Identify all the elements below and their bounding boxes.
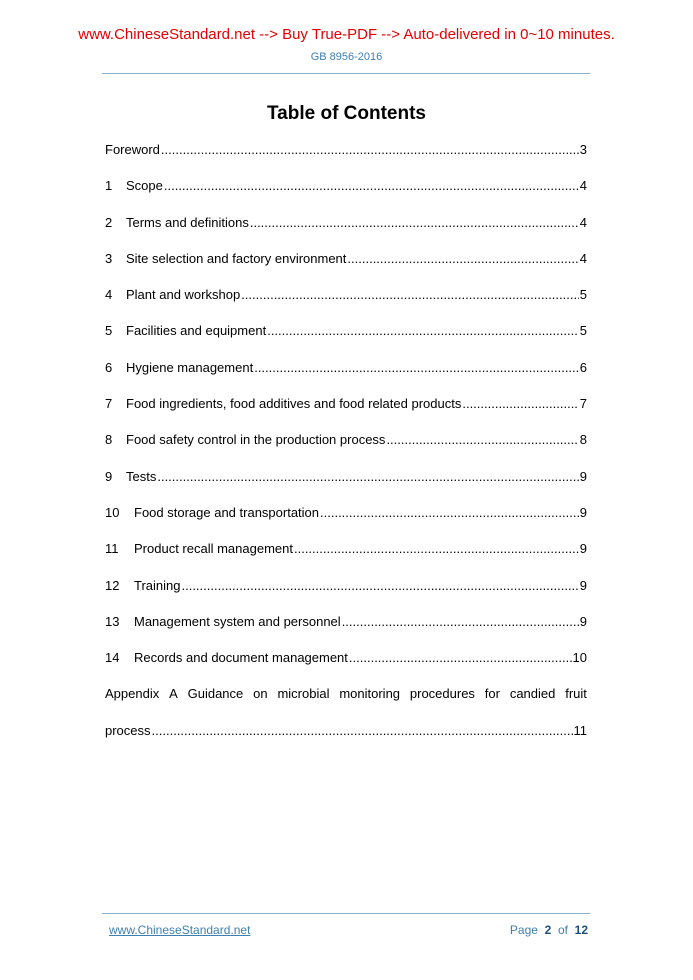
toc-entry-number: 1 <box>105 178 113 194</box>
toc-dot-leader <box>181 576 578 596</box>
toc-entry-page: 6 <box>579 359 587 375</box>
toc-entry-title: Food ingredients, food additives and food related products <box>126 396 462 412</box>
toc-entry[interactable] <box>105 285 587 321</box>
toc-entry-title: Food safety control in the production process <box>126 432 386 448</box>
toc-entry[interactable] <box>105 394 587 430</box>
toc-entry-title: Hygiene management <box>126 359 254 375</box>
toc-entry-number: 7 <box>105 396 113 412</box>
toc-entry-number: 4 <box>105 287 113 303</box>
toc-entry[interactable] <box>105 430 587 466</box>
toc-entry-title: Records and document management <box>134 650 348 666</box>
toc-entry-number: 3 <box>105 250 113 266</box>
toc-entry-title: Scope <box>126 178 163 194</box>
toc-dot-leader <box>254 358 579 378</box>
toc-entry-title: Plant and workshop <box>126 287 241 303</box>
toc-dot-leader <box>386 430 578 450</box>
toc-entry-title: Site selection and factory environment <box>126 250 347 266</box>
toc-dot-leader <box>250 213 579 233</box>
toc-entry-title: Training <box>134 577 181 593</box>
toc-appendix-title-line2: process <box>105 722 151 738</box>
toc-dot-leader <box>267 321 579 341</box>
standard-number: GB 8956-2016 <box>310 51 383 63</box>
toc-entry-number: 13 <box>105 613 120 629</box>
toc-dot-leader <box>241 285 579 305</box>
toc-entry-title: Facilities and equipment <box>126 323 267 339</box>
toc-entry-page: 10 <box>572 650 587 666</box>
footer-divider <box>102 913 590 914</box>
page-of: of <box>557 923 568 937</box>
toc-entry[interactable] <box>105 576 587 612</box>
toc-entry-page: 4 <box>579 250 587 266</box>
footer-website-link[interactable]: www.ChineseStandard.net <box>109 923 251 937</box>
toc-entry-number: 10 <box>105 504 120 520</box>
toc-dot-leader <box>462 394 578 414</box>
toc-entry-page: 9 <box>579 541 587 557</box>
toc-entry-title: Product recall management <box>134 541 293 557</box>
toc-entry-page: 3 <box>579 142 587 157</box>
toc-entry-page: 5 <box>579 323 587 339</box>
page-indicator <box>510 923 588 937</box>
page-total: 12 <box>574 923 588 937</box>
toc-entry[interactable] <box>105 176 587 212</box>
toc-entry[interactable] <box>105 467 587 503</box>
toc-entry[interactable] <box>105 213 587 249</box>
toc-entry[interactable] <box>105 358 587 394</box>
page-label: Page <box>509 923 538 937</box>
toc-entry-title: Management system and personnel <box>134 613 341 629</box>
toc-entry-page: 9 <box>579 577 587 593</box>
page-title: Table of Contents <box>266 103 427 124</box>
toc-entry-page: 9 <box>579 613 587 629</box>
toc-entry-title: Foreword <box>105 142 160 157</box>
toc-entry-number: 2 <box>105 214 113 230</box>
toc-entry-number: 8 <box>105 432 113 448</box>
toc-entry-page: 8 <box>579 432 587 448</box>
top-banner[interactable]: www.ChineseStandard.net --> Buy True-PDF --> Auto-delivered in 0~10 minutes. <box>78 26 615 43</box>
toc-dot-leader <box>152 721 573 741</box>
toc-entry-page: 4 <box>579 178 587 194</box>
toc-entry-number: 9 <box>105 468 113 484</box>
toc-dot-leader <box>320 503 579 523</box>
toc-appendix-title-line1[interactable]: Appendix A Guidance on microbial monitoring procedures for candied fruit <box>105 686 587 702</box>
toc-entry-page: 9 <box>579 504 587 520</box>
toc-dot-leader <box>164 176 579 196</box>
toc-entry-page: 9 <box>579 468 587 484</box>
toc-entry-page: 7 <box>579 396 587 412</box>
toc-entry-number: 12 <box>105 577 120 593</box>
toc-entry-title: Tests <box>126 468 157 484</box>
toc-entry[interactable] <box>105 612 587 648</box>
toc-dot-leader <box>294 539 579 559</box>
page-current: 2 <box>544 923 552 937</box>
toc-entry-page: 5 <box>579 287 587 303</box>
toc-entry[interactable] <box>105 503 587 539</box>
table-of-contents <box>105 140 587 757</box>
toc-dot-leader <box>161 140 579 160</box>
toc-entry[interactable] <box>105 648 587 684</box>
toc-dot-leader <box>347 249 578 269</box>
toc-dot-leader <box>349 648 572 668</box>
toc-entry[interactable] <box>105 140 587 176</box>
toc-entry[interactable] <box>105 321 587 357</box>
toc-dot-leader <box>157 467 578 487</box>
toc-entry-title: Terms and definitions <box>126 214 249 230</box>
toc-entry[interactable] <box>105 249 587 285</box>
toc-entry[interactable] <box>105 539 587 575</box>
toc-entry-number: 6 <box>105 359 113 375</box>
header-divider <box>102 73 590 74</box>
toc-dot-leader <box>342 612 579 632</box>
toc-entry-number: 14 <box>105 650 120 666</box>
toc-entry-page: 4 <box>579 214 587 230</box>
toc-entry-number: 5 <box>105 323 113 339</box>
toc-entry-title: Food storage and transportation <box>134 504 320 520</box>
toc-appendix-page: 11 <box>573 722 587 738</box>
toc-entry-number: 11 <box>105 541 119 557</box>
toc-appendix-entry[interactable] <box>105 721 587 757</box>
